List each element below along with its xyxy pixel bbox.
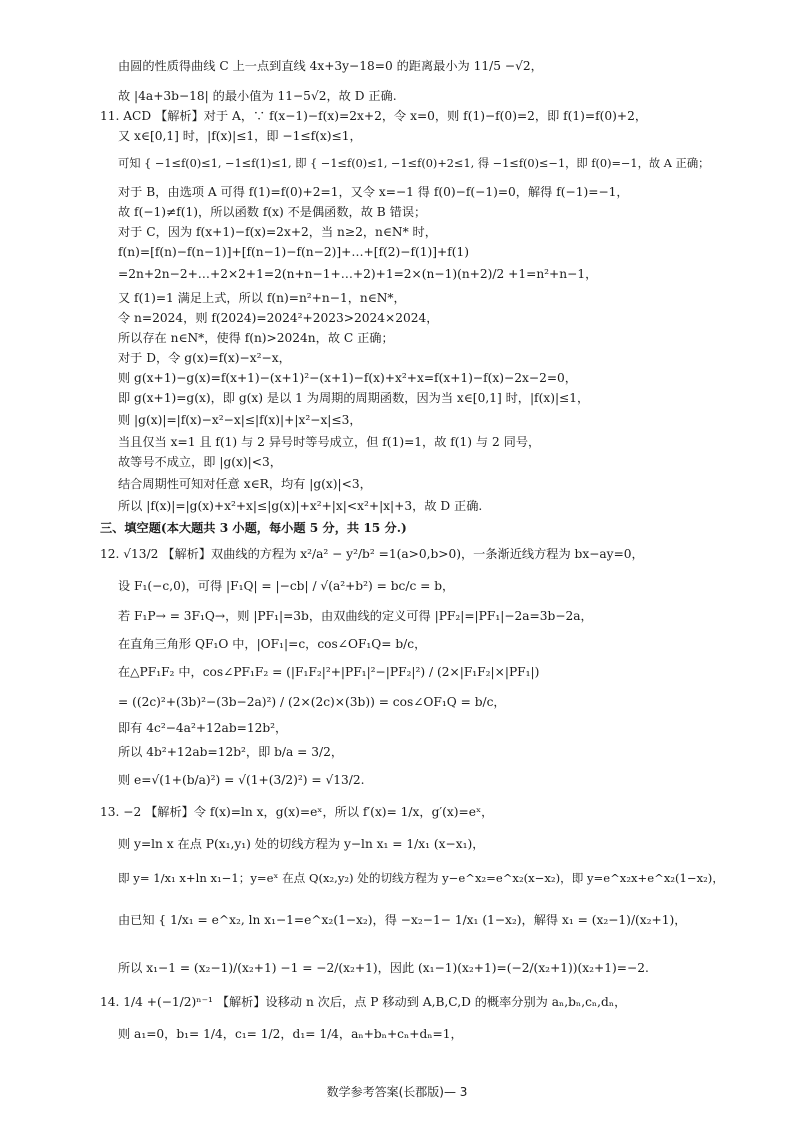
- text-line: 对于 C，因为 f(x+1)−f(x)=2x+2，当 n≥2，n∈N* 时，: [118, 225, 437, 239]
- text-line: 设 F₁(−c,0)，可得 |F₁Q| = |−cb| / √(a²+b²) = bc/c = b，: [118, 579, 455, 593]
- text-line: 故 |4a+3b−18| 的最小值为 11−5√2，故 D 正确.: [118, 89, 397, 103]
- text-line: =2n+2n−2+…+2×2+1=2(n+n−1+…+2)+1=2×(n−1)(n+2)/2 +1=n²+n−1，: [118, 267, 598, 281]
- text-line: 则 y=ln x 在点 P(x₁,y₁) 处的切线方程为 y−ln x₁ = 1/x₁ (x−x₁)，: [118, 837, 485, 851]
- text-line: 对于 D，令 g(x)=f(x)−x²−x，: [118, 351, 291, 365]
- text-line: 则 e=√(1+(b/a)²) = √(1+(3/2)²) = √13/2.: [118, 773, 365, 787]
- text-line: 则 |g(x)|=|f(x)−x²−x|≤|f(x)|+|x²−x|≤3，: [118, 413, 362, 427]
- text-line: 结合周期性可知对任意 x∈R，均有 |g(x)|<3，: [118, 477, 372, 491]
- text-line: 所以 |f(x)|=|g(x)+x²+x|≤|g(x)|+x²+|x|<x²+|x|+3，故 D 正确.: [118, 499, 483, 513]
- question-13-line: 13. −2 【解析】令 f(x)=ln x，g(x)=eˣ，所以 f′(x)= 1/x，g′(x)=eˣ，: [100, 805, 494, 819]
- text-line: 所以存在 n∈N*，使得 f(n)>2024n，故 C 正确；: [118, 331, 394, 345]
- question-14-line: 14. 1/4 +(−1/2)ⁿ⁻¹ 【解析】设移动 n 次后，点 P 移动到 A,B,C,D 的概率分别为 aₙ,bₙ,cₙ,dₙ，: [100, 995, 627, 1009]
- text-line: 则 a₁=0，b₁= 1/4，c₁= 1/2，d₁= 1/4，aₙ+bₙ+cₙ+dₙ=1，: [118, 1027, 463, 1041]
- text-line: 在直角三角形 QF₁O 中，|OF₁|=c，cos∠OF₁Q= b/c，: [118, 637, 427, 651]
- text-line: 所以 4b²+12ab=12b²，即 b/a = 3/2，: [118, 745, 344, 759]
- text-line: 又 f(1)=1 满足上式，所以 f(n)=n²+n−1，n∈N*，: [118, 291, 406, 305]
- question-12-line: 12. √13/2 【解析】双曲线的方程为 x²/a² − y²/b² =1(a>0,b>0)，一条渐近线方程为 bx−ay=0，: [100, 547, 644, 561]
- text-line: 令 n=2024，则 f(2024)=2024²+2023>2024×2024，: [118, 311, 439, 325]
- text-line: 故等号不成立，即 |g(x)|<3，: [118, 455, 282, 469]
- text-line: 即 g(x+1)=g(x)，即 g(x) 是以 1 为周期的周期函数，因为当 x∈[0,1] 时，|f(x)|≤1，: [118, 391, 590, 405]
- text-line: 则 g(x+1)−g(x)=f(x+1)−(x+1)²−(x+1)−f(x)+x²+x=f(x+1)−f(x)−2x−2=0，: [118, 371, 577, 385]
- text-line: 即 y= 1/x₁ x+ln x₁−1；y=eˣ 在点 Q(x₂,y₂) 处的切线方程为 y−e^x₂=e^x₂(x−x₂)，即 y=e^x₂x+e^x₂(1−x₂)，: [118, 871, 724, 885]
- page-footer: 数学参考答案(长郡版)— 3: [326, 1085, 468, 1099]
- question-11-line: 11. ACD 【解析】对于 A，∵ f(x−1)−f(x)=2x+2，令 x=0，则 f(1)−f(0)=2，即 f(1)=f(0)+2，: [100, 109, 648, 123]
- text-line: 当且仅当 x=1 且 f(1) 与 2 异号时等号成立，但 f(1)=1，故 f(1) 与 2 同号，: [118, 435, 541, 449]
- text-line: 故 f(−1)≠f(1)，所以函数 f(x) 不是偶函数，故 B 错误；: [118, 205, 427, 219]
- text-line: 所以 x₁−1 = (x₂−1)/(x₂+1) −1 = −2/(x₂+1)，因此 (x₁−1)(x₂+1)=(−2/(x₂+1))(x₂+1)=−2.: [118, 961, 649, 975]
- section-heading: 三、填空题(本大题共 3 小题，每小题 5 分，共 15 分.): [100, 521, 407, 535]
- text-line: 可知 { −1≤f(0)≤1, −1≤f(1)≤1, 即 { −1≤f(0)≤1, −1≤f(0)+2≤1, 得 −1≤f(0)≤−1，即 f(0)=−1，故 A 正确；: [118, 157, 710, 170]
- text-line: = ((2c)²+(3b)²−(3b−2a)²) / (2×(2c)×(3b)) = cos∠OF₁Q = b/c，: [118, 695, 506, 709]
- text-line: 又 x∈[0,1] 时，|f(x)|≤1，即 −1≤f(x)≤1，: [118, 129, 362, 143]
- text-line: 对于 B，由选项 A 可得 f(1)=f(0)+2=1，又令 x=−1 得 f(0)−f(−1)=0，解得 f(−1)=−1，: [118, 185, 629, 199]
- text-line: f(n)=[f(n)−f(n−1)]+[f(n−1)−f(n−2)]+…+[f(2)−f(1)]+f(1): [118, 245, 469, 259]
- text-line: 由圆的性质得曲线 C 上一点到直线 4x+3y−18=0 的距离最小为 11/5 −√2，: [118, 59, 543, 73]
- text-line: 即有 4c²−4a²+12ab=12b²，: [118, 721, 288, 735]
- text-line: 若 F₁P→ = 3F₁Q→，则 |PF₁|=3b，由双曲线的定义可得 |PF₂|=|PF₁|−2a=3b−2a，: [118, 609, 593, 623]
- text-line: 由已知 { 1/x₁ = e^x₂, ln x₁−1=e^x₂(1−x₂)，得 −x₂−1− 1/x₁ (1−x₂)，解得 x₁ = (x₂−1)/(x₂+1)，: [118, 913, 687, 927]
- text-line: 在△PF₁F₂ 中，cos∠PF₁F₂ = (|F₁F₂|²+|PF₁|²−|PF₂|²) / (2×|F₁F₂|×|PF₁|): [118, 665, 540, 679]
